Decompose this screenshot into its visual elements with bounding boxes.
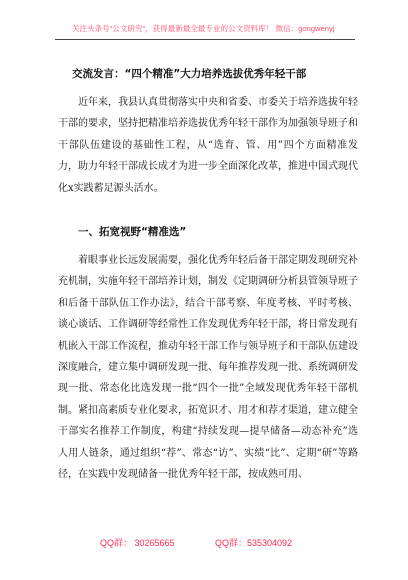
intro-paragraph: 近年来，我县认真贯彻落实中央和省委、市委关于培养选拔年轻干部的要求，坚持把精准培养选拔优秀年轻干部作为加强领导班子和干部队伍建设的基础性工程，从“选育、管、用”四个方面精准发力，助力年轻干部成长成才为进一步全面深化改革，推进中国式现代化x实践蓄足源头活水。 [58,97,358,194]
section-1-paragraph: 着眼事业长远发展需要，强化优秀年轻后备干部定期发现研究补充机制，实施年轻干部培养计划，制发《定期调研分析县管领导班子和后备干部队伍工作办法》，结合干部考察、年度考核、平时考核、谈心谈话、工作调研等经常性工作发现优秀年轻干部，将日常发现有机嵌入干部工作流程，推动年轻干部工作与领导班子和干部队伍建设深度融合，建立集中调研发现一批、每年推荐发现一批、系统调研发现一批、常态化比选发现一批“四个一批”全域发现优秀年轻干部机制。紧扣高素质专业化要求，拓宽识才、用才和荐才渠道，建立健全干部实名推荐工作制度，构建“持续发现—提早储备—动态补充”选人用人链条，通过组织“荐”、常态“访”、实绩“比”、定期“研”等路径，在实践中发现储备一批优秀年轻干部，按成熟可用、 [58,255,358,481]
footer-qq-group-1: QQ群： 30265665 [100,538,175,548]
footer-qq-group-2: QQ群：535304092 [215,538,293,548]
section-heading-1: 一、拓宽视野“精准选” [78,226,187,238]
document-title: 交流发言：“四个精准”大力培养选拔优秀年轻干部 [72,68,307,80]
promo-header: 关注头条号“公文研究”，获得最新最全最专业的公文资料库！ 微信：gongwenyj [72,24,335,33]
header-divider [55,39,355,40]
